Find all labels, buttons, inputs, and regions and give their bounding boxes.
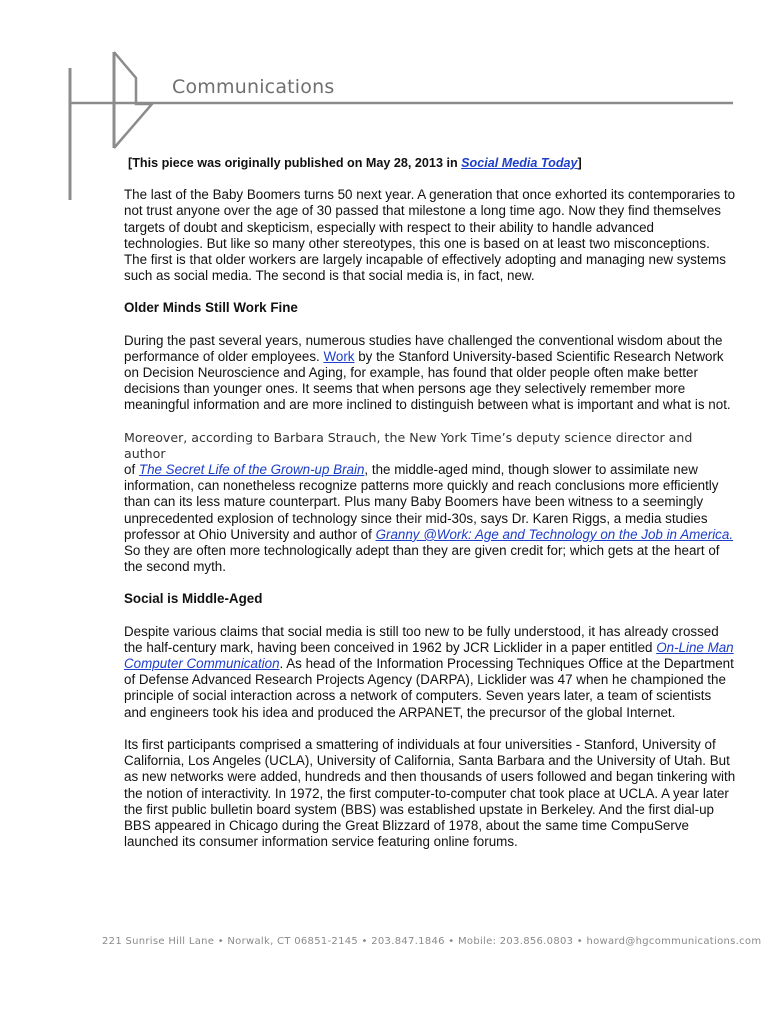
note-suffix: ] [577, 156, 582, 170]
brand-name: Communications [172, 76, 335, 98]
paragraph-text: During the past several years, numerous studies have challenged the conventional wisdom about the performance of older employees. [124, 332, 723, 364]
paragraph-studies [124, 333, 736, 414]
publication-note [128, 155, 736, 171]
paragraph-text: So they are often more technologically adept than they are given credit for; which gets at the heart of the second myth. [124, 543, 720, 575]
footer-contact: 221 Sunrise Hill Lane • Norwalk, CT 06851-2145 • 203.847.1846 • Mobile: 203.856.0803 • howard@hgcommunications.com [102, 936, 762, 947]
intro-paragraph: The last of the Baby Boomers turns 50 next year. A generation that once exhorted its contemporaries to not trust anyone over the age of 30 passed that milestone a long time ago. Now they find themselves targets of doubt and skepticism, especially with respect to their ability to handle advanced technologies. But like so many other stereotypes, this one is based on at least two misconceptions. The first is that older workers are largely incapable of effectively adopting and managing new systems such as social media. The second is that social media is, in fact, new. [124, 187, 736, 284]
social-media-today-link[interactable]: Social Media Today [461, 156, 578, 170]
paragraph-lead: Moreover, according to Barbara Strauch, the New York Time’s deputy science director and author [124, 429, 693, 461]
paragraph-text: Despite various claims that social media is still too new to be fully understood, it has already crossed the half-century mark, having been conceived in 1962 by JCR Licklider in a paper entitled [124, 623, 719, 655]
work-link[interactable]: Work [323, 348, 355, 364]
paragraph-text: of [124, 462, 139, 478]
paragraph-licklider [124, 624, 736, 721]
granny-at-work-book-link[interactable]: Granny @Work: Age and Technology on the Job in America. [375, 526, 734, 542]
section-heading-social: Social is Middle-Aged [124, 591, 263, 607]
paragraph-strauch [124, 430, 736, 576]
note-prefix: [This piece was originally published on May 28, 2013 in [128, 156, 462, 170]
article-body [124, 155, 736, 866]
section-heading-older-minds: Older Minds Still Work Fine [124, 300, 298, 316]
paragraph-participants: Its first participants comprised a smattering of individuals at four universities - Stanford, University of California, Los Angeles (UCLA), University of California, Santa Barbara and the University of Utah. But as new networks were added, hundreds and then thousands of users followed and began tinkering with the notion of interactivity. In 1972, the first computer-to-computer chat took place at UCLA. A year later the first public bulletin board system (BBS) was established upstate in Berkeley. And the first dial-up BBS appeared in Chicago during the Great Blizzard of 1978, about the same time CompuServe launched its consumer information service featuring online forums. [124, 736, 736, 850]
paragraph-text: by the Stanford University-based Scientific Research Network on Decision Neuroscience and Aging, for example, has found that older people often make better decisions than younger ones. It seems that when persons age they selectively remember more meaningful information and are more inclined to distinguish between what is important and what is not. [124, 348, 731, 413]
paragraph-text: , the middle-aged mind, though slower to assimilate new information, can nonetheless recognize patterns more quickly and reach conclusions more efficiently than can its less mature counterpart. Plus many Baby Boomers have been witness to a seemingly unprecedented explosion of technology since their mid-30s, says Dr. Karen Riggs, a media studies professor at Ohio University and author of [124, 462, 719, 542]
secret-life-book-link[interactable]: The Secret Life of the Grown-up Brain [138, 462, 365, 478]
paragraph-text: . As head of the Information Processing Techniques Office at the Department of Defense Advanced Research Projects Agency (DARPA), Licklider was 47 when he championed the principle of social interaction across a network of computers. Seven years later, a team of scientists and engineers took his idea and produced the ARPANET, the precursor of the global Internet. [124, 656, 734, 720]
online-man-computer-link[interactable]: On-Line Man Computer Communication [124, 639, 734, 672]
